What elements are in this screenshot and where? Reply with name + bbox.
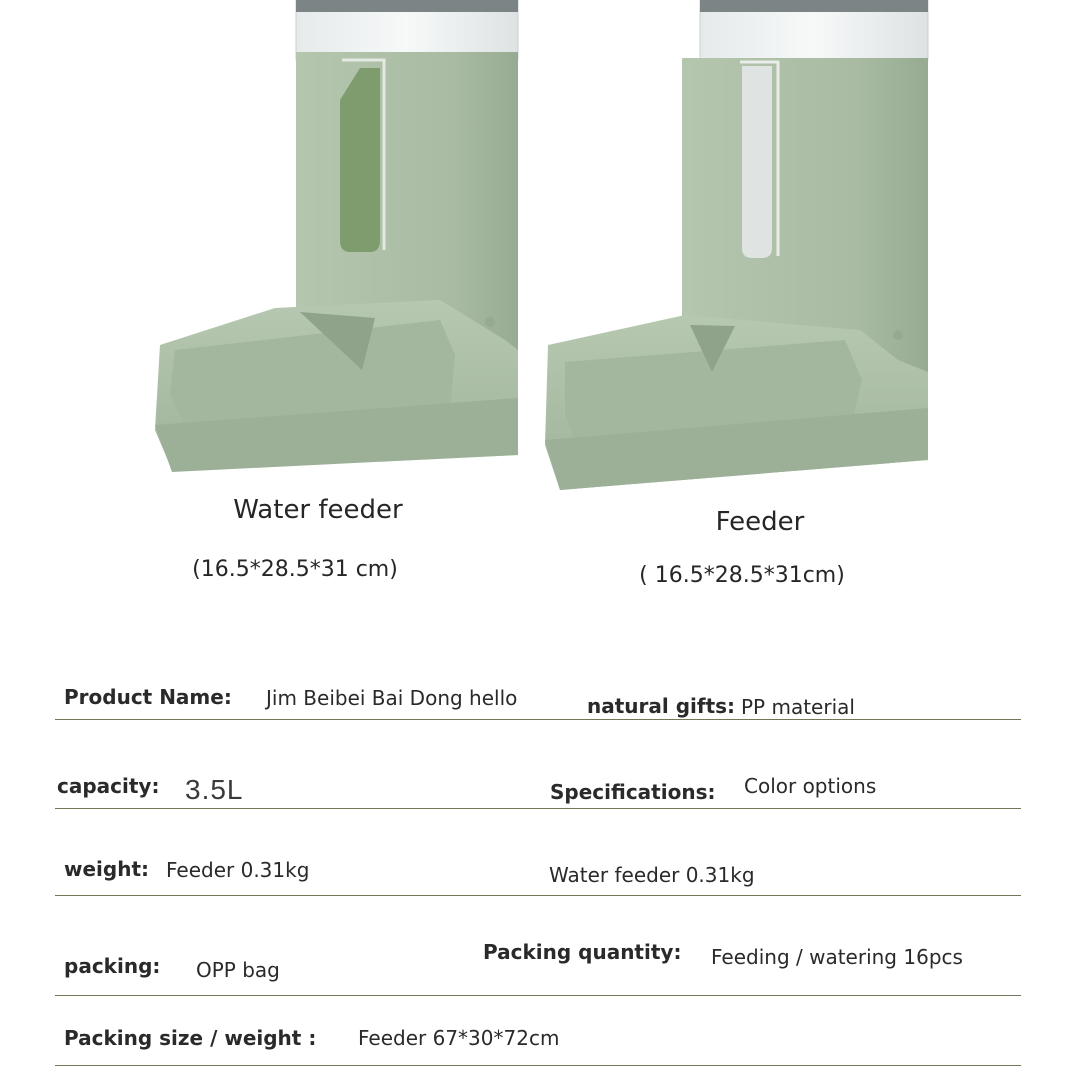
specifications-value: Color options (744, 774, 877, 798)
material-value: PP material (741, 695, 855, 719)
packing-value: OPP bag (196, 958, 280, 982)
row-divider (55, 808, 1021, 809)
packing-quantity-value: Feeding / watering 16pcs (711, 945, 963, 969)
product-illustration (0, 0, 1080, 500)
packing-size-value: Feeder 67*30*72cm (358, 1026, 560, 1050)
feeder-title: Feeder (715, 507, 805, 537)
row-divider (55, 995, 1021, 996)
packing-quantity-label: Packing quantity: (483, 940, 682, 964)
row-divider (55, 719, 1021, 720)
weight-label: weight: (64, 857, 150, 881)
weight-water-feeder-value: Water feeder 0.31kg (549, 863, 755, 887)
feeder-dimensions: ( 16.5*28.5*31cm) (639, 563, 845, 588)
weight-feeder-value: Feeder 0.31kg (166, 858, 310, 882)
row-divider (55, 1065, 1021, 1066)
capacity-label: capacity: (57, 774, 160, 798)
specifications-label: Specifications: (550, 780, 716, 804)
packing-label: packing: (64, 954, 161, 978)
feeder-image (545, 0, 928, 490)
water-feeder-image (155, 0, 518, 472)
product-name-value: Jim Beibei Bai Dong hello (266, 686, 518, 710)
product-name-label: Product Name: (64, 685, 232, 709)
row-divider (55, 895, 1021, 896)
material-label: natural gifts: (587, 694, 736, 718)
water-feeder-dimensions: (16.5*28.5*31 cm) (192, 557, 398, 582)
capacity-value: 3.5L (185, 774, 244, 805)
water-feeder-title: Water feeder (233, 495, 403, 525)
packing-size-label: Packing size / weight : (64, 1026, 317, 1050)
